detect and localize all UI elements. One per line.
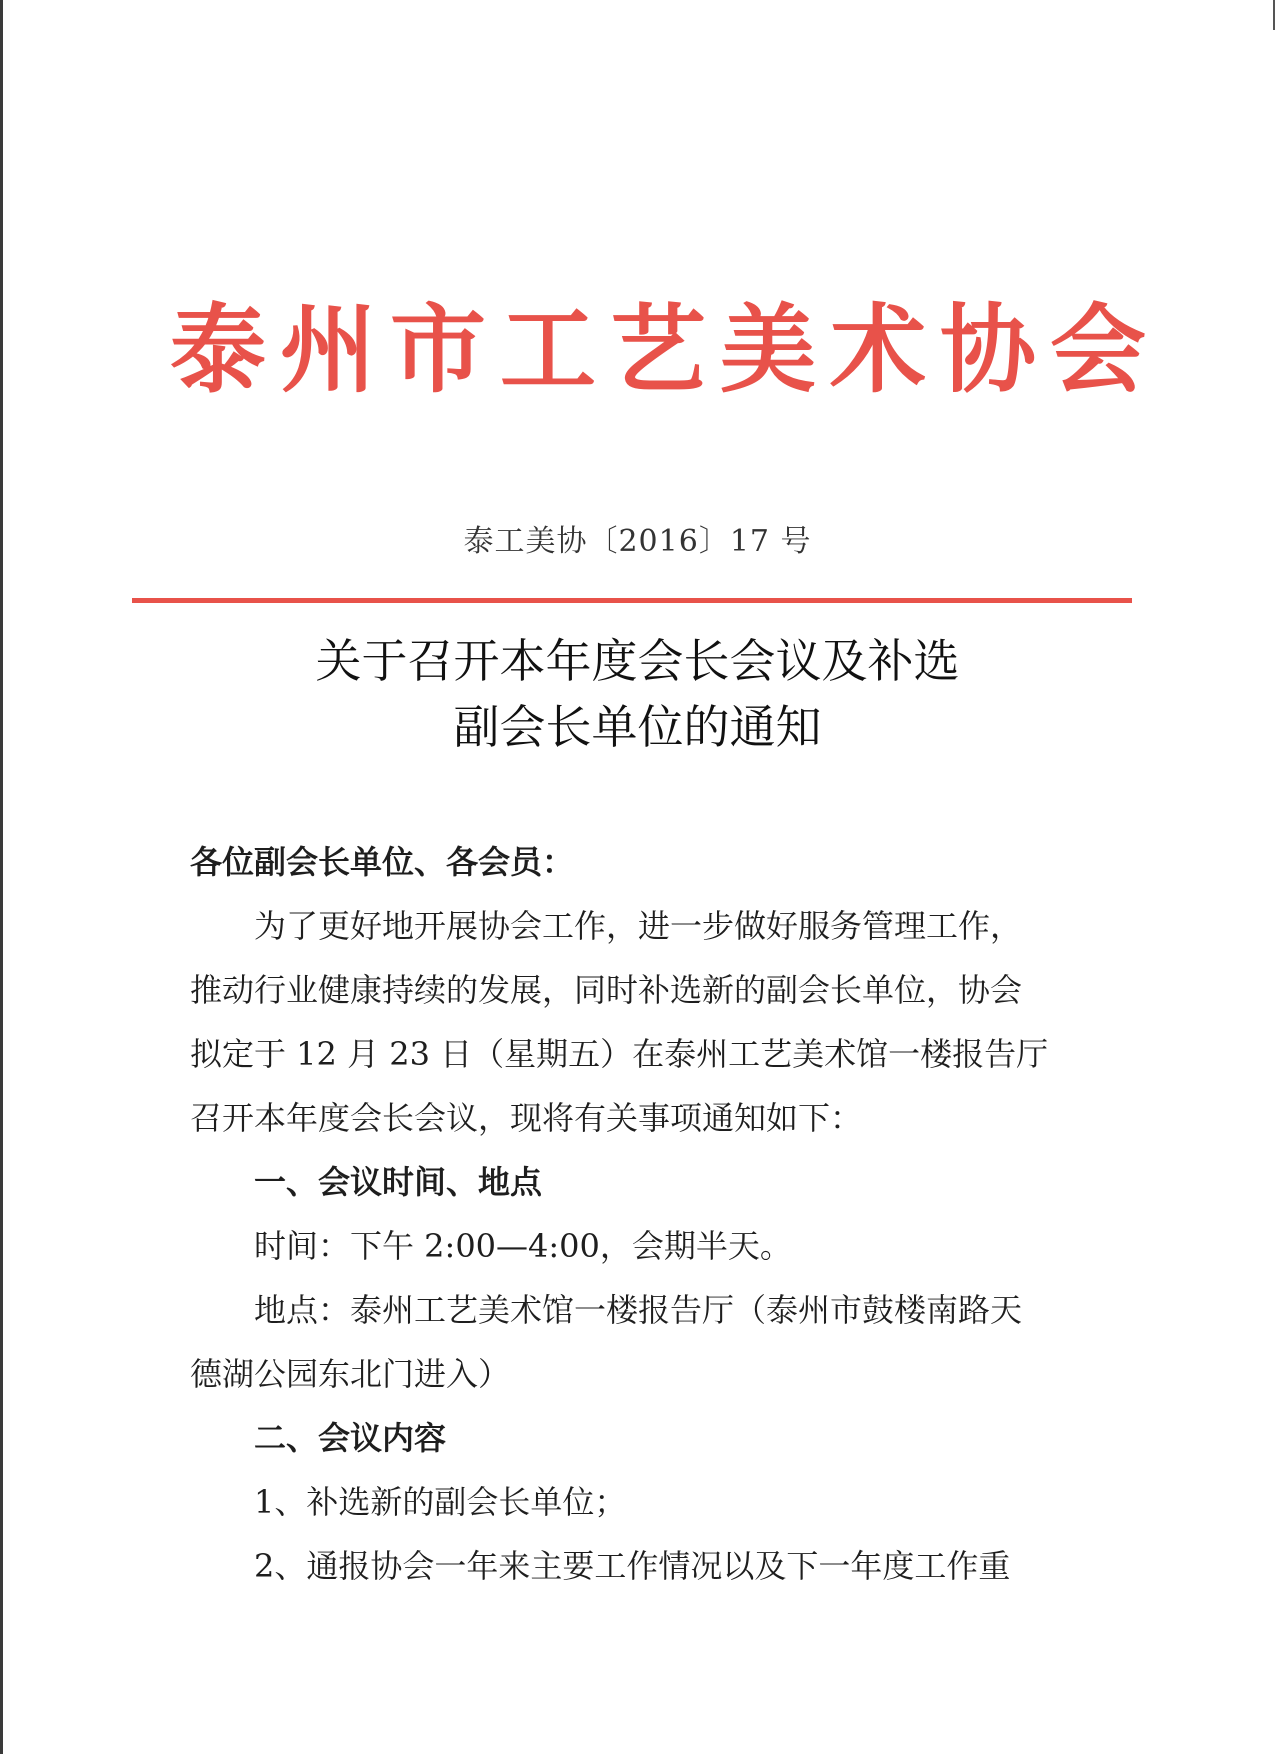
meeting-time: 时间：下午 2:00—4:00，会期半天。 xyxy=(254,1227,792,1265)
notice-title-line-2: 副会长单位的通知 xyxy=(453,700,822,754)
notice-title-line-1: 关于召开本年度会长会议及补选 xyxy=(315,634,960,688)
masthead-title: 泰州市工艺美术协会 xyxy=(170,294,1160,406)
notice-body xyxy=(190,830,1060,1598)
salutation: 各位副会长单位、各会员： xyxy=(190,843,575,881)
content-item-1: 1、补选新的副会长单位； xyxy=(254,1483,627,1521)
meeting-place-line-2: 德湖公园东北门进入） xyxy=(190,1355,511,1393)
document-number: 泰工美协〔2016〕17 号 xyxy=(463,524,812,559)
scan-edge-left xyxy=(0,0,3,1754)
notice-title xyxy=(0,628,1275,760)
section-1-heading: 一、会议时间、地点 xyxy=(254,1163,543,1201)
meeting-place-line-1: 地点：泰州工艺美术馆一楼报告厅（泰州市鼓楼南路天 xyxy=(254,1291,1023,1329)
intro-line-3: 拟定于 12 月 23 日（星期五）在泰州工艺美术馆一楼报告厅 xyxy=(190,1035,1049,1073)
intro-line-2: 推动行业健康持续的发展，同时补选新的副会长单位，协会 xyxy=(190,971,1023,1009)
section-2-heading: 二、会议内容 xyxy=(254,1419,447,1457)
intro-line-1: 为了更好地开展协会工作，进一步做好服务管理工作， xyxy=(254,907,1023,945)
content-item-2: 2、通报协会一年来主要工作情况以及下一年度工作重 xyxy=(254,1547,1011,1585)
intro-line-4: 召开本年度会长会议，现将有关事项通知如下： xyxy=(190,1099,863,1137)
red-divider-line xyxy=(132,598,1132,603)
